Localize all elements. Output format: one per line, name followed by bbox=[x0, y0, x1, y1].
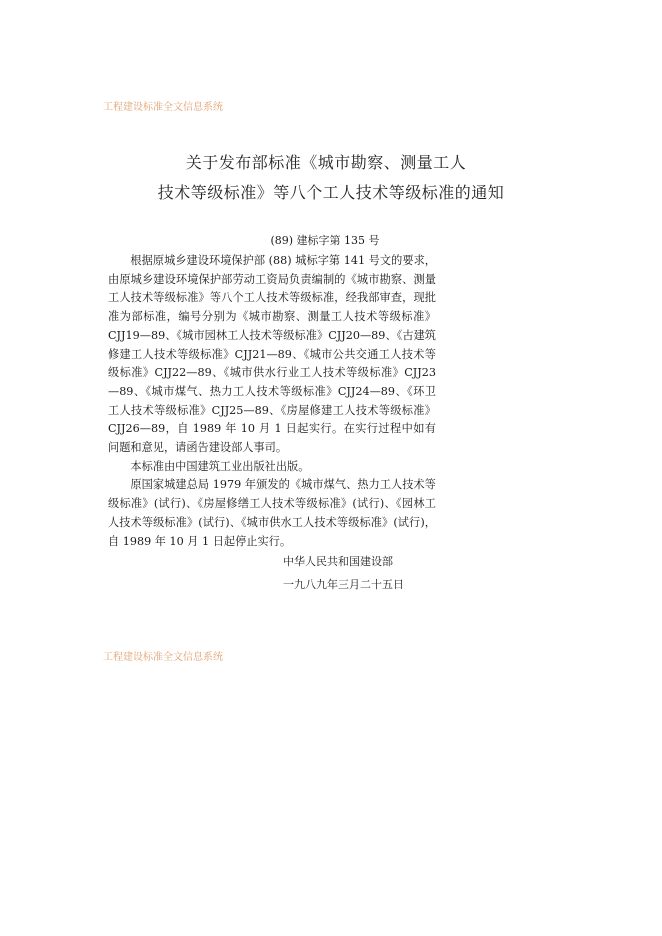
watermark-bottom: 工程建设标准全文信息系统 bbox=[103, 652, 223, 663]
body-paragraph-3: 原国家城建总局 1979 年颁发的《城市煤气、热力工人技术等级标准》(试行)、《房屋修缮工人技术等级标准》(试行)、《园林工人技术等级标准》(试行)、《城市供水工人技术等级标准》(试行)，自 1989 年 10 月 1 日起停止实行。 bbox=[108, 478, 436, 548]
body-paragraph-1: 根据原城乡建设环境保护部 (88) 城标字第 141 号文的要求，由原城乡建设环境保护部劳动工资局负责编制的《城市勘察、测量工人技术等级标准》等八个工人技术等级标准，经我部审查，现批准为部标准，编号分别为《城市勘察、测量工人技术等级标准》CJJ19—89、《城市园林工人技术等级标准》CJJ20—89、《古建筑修建工人技术等级标准》CJJ21—89、《城市公共交通工人技术等级标准》CJJ22—89、《城市供水行业工人技术等级标准》CJJ23—89、《城市煤气、热力工人技术等级标准》CJJ24—89、《环卫工人技术等级标准》CJJ25—89、《房屋修建工人技术等级标准》CJJ26—89，自 1989 年 10 月 1 日起实行。在实行过程中如有问题和意见，请函告建设部人事司。 bbox=[108, 254, 436, 455]
document-title-line-1: 关于发布部标准《城市勘察、测量工人 bbox=[185, 153, 467, 172]
document-body bbox=[108, 252, 436, 551]
body-paragraph-2: 本标准由中国建筑工业出版社出版。 bbox=[130, 459, 310, 473]
document-title-line-2: 技术等级标准》等八个工人技术等级标准的通知 bbox=[157, 183, 505, 202]
document-number: (89) 建标字第 135 号 bbox=[270, 234, 380, 247]
issue-date: 一九八九年三月二十五日 bbox=[283, 578, 404, 591]
watermark-top: 工程建设标准全文信息系统 bbox=[103, 102, 223, 113]
issuing-organization: 中华人民共和国建设部 bbox=[283, 555, 393, 568]
